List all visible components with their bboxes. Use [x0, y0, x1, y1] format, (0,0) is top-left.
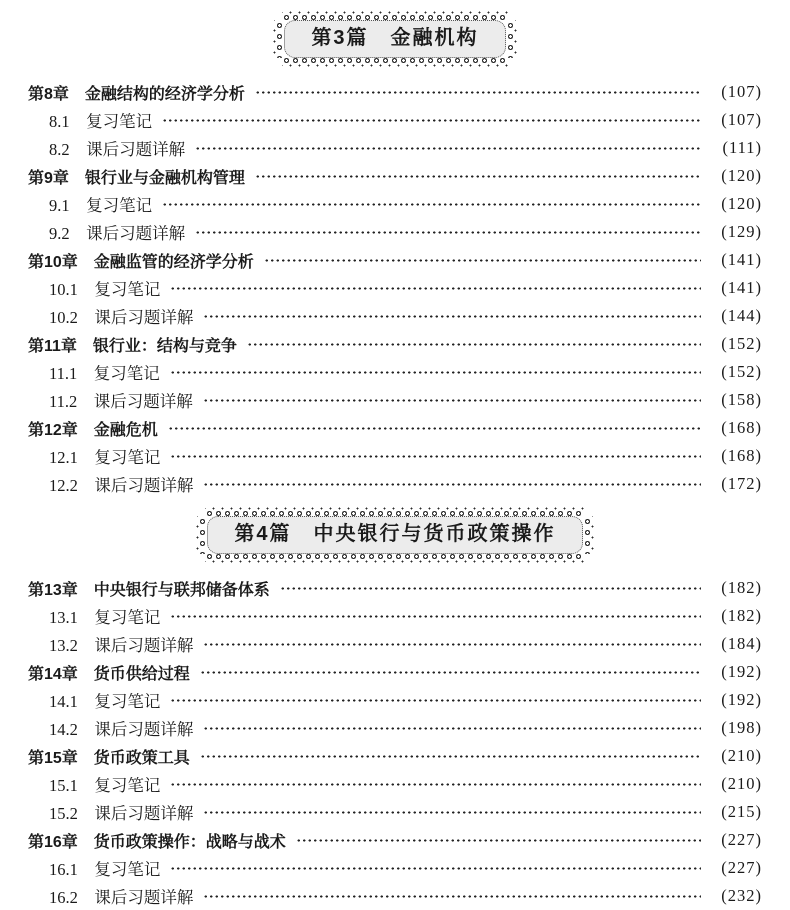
entry-page-number: (120)	[721, 194, 762, 213]
dot-leader	[170, 454, 701, 459]
dot-leader	[203, 810, 701, 815]
toc-entry	[28, 854, 762, 882]
entry-label: 9.1 复习笔记	[49, 196, 153, 215]
toc-entry	[28, 798, 762, 826]
toc-entry	[28, 470, 762, 498]
part-title: 第4篇 中央银行与货币政策操作	[207, 516, 582, 554]
dot-leader	[170, 866, 701, 871]
entry-page-number: (210)	[721, 746, 762, 765]
entry-label: 第16章 货币政策操作：战略与战术	[28, 833, 286, 851]
part-title: 第3篇 金融机构	[284, 20, 505, 58]
toc-entry	[28, 770, 762, 798]
dot-leader	[264, 258, 701, 263]
dot-leader	[195, 230, 701, 235]
entry-label: 第11章 银行业：结构与竞争	[28, 337, 237, 355]
entry-label: 第9章 银行业与金融机构管理	[28, 169, 245, 187]
entry-page-number: (182)	[721, 606, 762, 625]
entry-page-number: (107)	[721, 110, 762, 129]
lace-border-bottom-icon	[282, 57, 507, 67]
dot-leader	[200, 754, 701, 759]
dot-leader	[203, 398, 701, 403]
entry-label: 16.2 课后习题详解	[49, 888, 194, 907]
dot-leader	[170, 614, 701, 619]
dot-leader	[200, 670, 701, 675]
toc-entry	[28, 714, 762, 742]
toc-entry	[28, 658, 762, 686]
toc-entry	[28, 742, 762, 770]
entry-label: 10.1 复习笔记	[49, 280, 161, 299]
entry-label: 8.1 复习笔记	[49, 112, 153, 131]
toc-entry	[28, 78, 762, 106]
toc-entry	[28, 162, 762, 190]
part-banner	[272, 10, 517, 68]
entry-page-number: (215)	[721, 802, 762, 821]
toc-entry	[28, 274, 762, 302]
entry-page-number: (120)	[721, 166, 762, 185]
entry-page-number: (152)	[721, 334, 762, 353]
entry-label: 13.2 课后习题详解	[49, 636, 194, 655]
entry-label: 15.2 课后习题详解	[49, 804, 194, 823]
toc-entry-list	[28, 574, 762, 910]
entry-label: 第13章 中央银行与联邦储备体系	[28, 581, 270, 599]
entry-page-number: (227)	[721, 858, 762, 877]
dot-leader	[296, 838, 701, 843]
lace-border-right-icon	[507, 20, 517, 58]
entry-label: 11.1 复习笔记	[49, 364, 160, 383]
part-banner	[195, 506, 594, 564]
dot-leader	[195, 146, 701, 151]
dot-leader	[162, 118, 701, 123]
entry-label: 8.2 课后习题详解	[49, 140, 186, 159]
toc-entry	[28, 358, 762, 386]
dot-leader	[162, 202, 701, 207]
entry-page-number: (227)	[721, 830, 762, 849]
entry-page-number: (158)	[721, 390, 762, 409]
dot-leader	[203, 726, 701, 731]
toc-entry	[28, 414, 762, 442]
entry-label: 第15章 货币政策工具	[28, 749, 190, 767]
toc-entry	[28, 246, 762, 274]
entry-label: 9.2 课后习题详解	[49, 224, 186, 243]
toc-part	[28, 506, 762, 910]
toc-part	[28, 10, 762, 498]
dot-leader	[203, 642, 701, 647]
entry-label: 12.1 复习笔记	[49, 448, 161, 467]
dot-leader	[255, 90, 701, 95]
entry-page-number: (152)	[721, 362, 762, 381]
entry-page-number: (141)	[721, 278, 762, 297]
toc-entry	[28, 106, 762, 134]
entry-page-number: (168)	[721, 418, 762, 437]
entry-label: 第8章 金融结构的经济学分析	[28, 85, 245, 103]
toc-entry	[28, 442, 762, 470]
toc-entry	[28, 330, 762, 358]
dot-leader	[170, 782, 701, 787]
entry-page-number: (198)	[721, 718, 762, 737]
entry-label: 13.1 复习笔记	[49, 608, 161, 627]
entry-page-number: (111)	[722, 138, 762, 157]
entry-label: 10.2 课后习题详解	[49, 308, 194, 327]
toc-entry	[28, 218, 762, 246]
entry-page-number: (172)	[721, 474, 762, 493]
entry-page-number: (192)	[721, 690, 762, 709]
toc-entry	[28, 302, 762, 330]
entry-page-number: (184)	[721, 634, 762, 653]
entry-page-number: (141)	[721, 250, 762, 269]
lace-border-left-icon	[273, 20, 283, 58]
entry-label: 12.2 课后习题详解	[49, 476, 194, 495]
entry-page-number: (144)	[721, 306, 762, 325]
toc-entry	[28, 630, 762, 658]
entry-label: 第10章 金融监管的经济学分析	[28, 253, 254, 271]
entry-page-number: (232)	[721, 886, 762, 905]
dot-leader	[203, 314, 701, 319]
entry-label: 16.1 复习笔记	[49, 860, 161, 879]
entry-page-number: (168)	[721, 446, 762, 465]
dot-leader	[170, 698, 701, 703]
toc-entry	[28, 882, 762, 910]
toc-entry-list	[28, 78, 762, 498]
lace-border-right-icon	[584, 516, 594, 554]
lace-border-bottom-icon	[205, 553, 584, 563]
entry-page-number: (210)	[721, 774, 762, 793]
dot-leader	[170, 286, 701, 291]
toc-entry	[28, 602, 762, 630]
dot-leader	[247, 342, 701, 347]
entry-page-number: (107)	[721, 82, 762, 101]
toc-entry	[28, 686, 762, 714]
toc-entry	[28, 826, 762, 854]
toc-entry	[28, 574, 762, 602]
dot-leader	[280, 586, 701, 591]
entry-page-number: (129)	[721, 222, 762, 241]
toc-entry	[28, 134, 762, 162]
entry-label: 第12章 金融危机	[28, 421, 158, 439]
entry-page-number: (182)	[721, 578, 762, 597]
dot-leader	[168, 426, 701, 431]
toc-parts-container	[28, 10, 762, 910]
dot-leader	[170, 370, 701, 375]
entry-page-number: (192)	[721, 662, 762, 681]
toc-entry	[28, 190, 762, 218]
dot-leader	[255, 174, 701, 179]
entry-label: 第14章 货币供给过程	[28, 665, 190, 683]
dot-leader	[203, 482, 701, 487]
toc-entry	[28, 386, 762, 414]
lace-border-left-icon	[196, 516, 206, 554]
entry-label: 11.2 课后习题详解	[49, 392, 193, 411]
entry-label: 14.2 课后习题详解	[49, 720, 194, 739]
entry-label: 14.1 复习笔记	[49, 692, 161, 711]
entry-label: 15.1 复习笔记	[49, 776, 161, 795]
dot-leader	[203, 894, 701, 899]
